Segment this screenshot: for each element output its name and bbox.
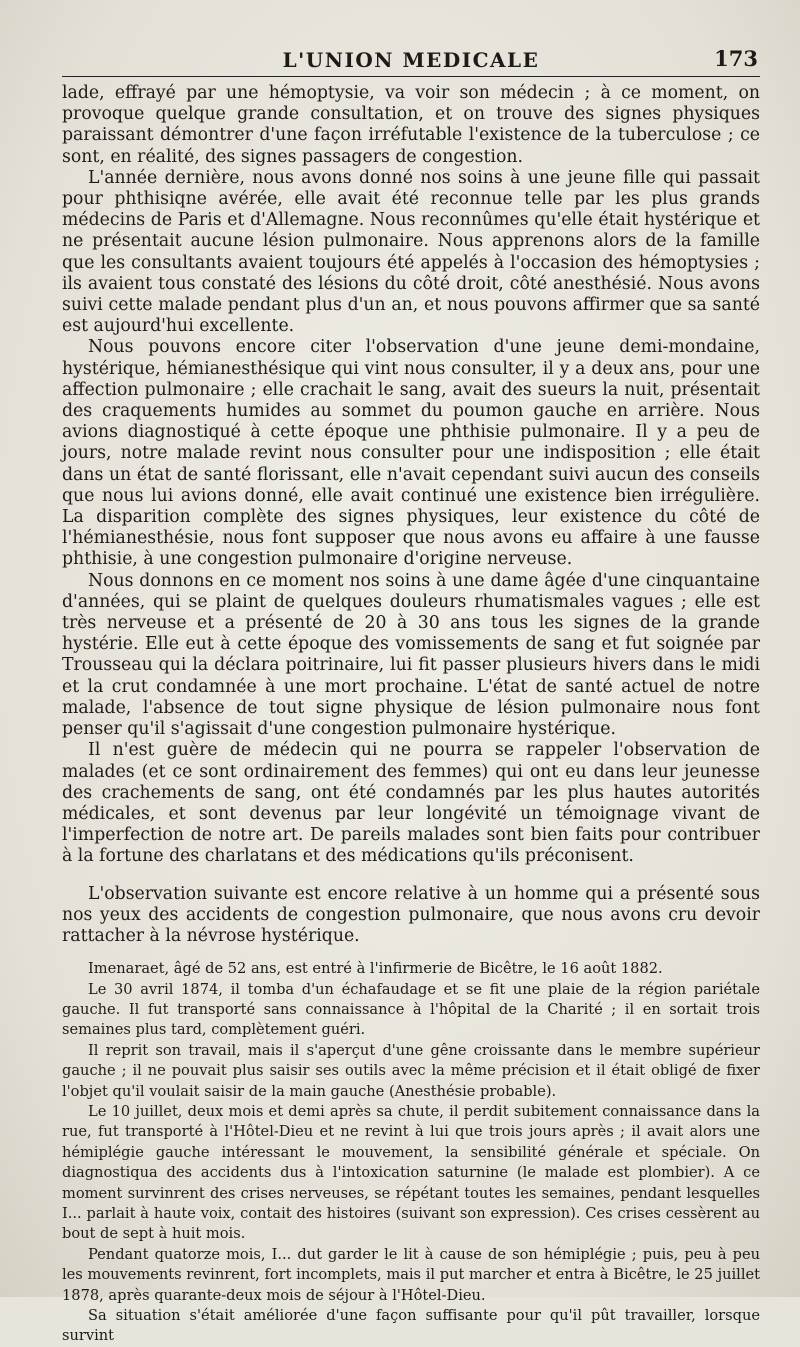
transition-paragraph: L'observation suivante est encore relative à un homme qui a présenté sous nos yeux des accidents de congestion pulmonaire, que nous avons cru devoir rattacher à la névrose hystérique. — [62, 883, 760, 946]
observation-paragraph: Imenaraet, âgé de 52 ans, est entré à l'infirmerie de Bicêtre, le 16 août 1882. — [88, 960, 663, 978]
paragraph: Nous pouvons encore citer l'observation d'une jeune demi-mondaine, hystérique, hémianesthésique qui vint nous consulter, il y a deux ans, pour une affection pulmonaire ; elle crachait le sang, avait des sueurs la nuit, présentait des craquements humides au sommet du poumon gauche en arrière. Nous avions diagnostiqué à cette époque une phthisie pulmonaire. Il y a peu de jours, notre malade revint nous consulter pour une indisposition ; elle était dans un état de santé florissant, elle n'avait cependant suivi aucun des conseils que nous lui avions donné, elle avait continué une existence bien irrégulière. La disparition complète des signes physiques, leur existence du côté de l'hémianesthésie, nous font supposer que nous avons eu affaire à une fausse phthisie, à une congestion pulmonaire d'origine nerveuse. — [62, 337, 760, 570]
paragraph: Il n'est guère de médecin qui ne pourra se rappeler l'observation de malades (et ce sont ordinairement des femmes) qui ont eu dans leur jeunesse des crachements de sang, ont été condamnés par les plus hautes autorités médicales, et sont devenus par leur longévité un témoignage vivant de l'imperfection de notre art. De pareils malades sont bien faits pour contribuer à la fortune des charlatans et des médications qu'ils préconisent. — [62, 740, 760, 867]
observation-paragraph: Sa situation s'était améliorée d'une façon suffisante pour qu'il pût travailler, lorsque survint — [62, 1307, 760, 1345]
observation-paragraph: Pendant quatorze mois, I... dut garder le lit à cause de son hémiplégie ; puis, peu à peu les mouvements revinrent, fort incomplets, mais il put marcher et entra à Bicêtre, le 25 juillet 1878, après quarante-deux mois de séjour à l'Hôtel-Dieu. — [62, 1245, 760, 1304]
page-header — [62, 42, 760, 77]
paragraph-continuation: lade, effrayé par une hémoptysie, va voir son médecin ; à ce moment, on provoque quelque grande consultation, et on trouve des signes physiques paraissant démontrer d'une façon irréfutable l'existence de la tuberculose ; ce sont, en réalité, des signes passagers de congestion. — [62, 83, 760, 167]
observation-section — [62, 959, 760, 1347]
paragraph: Nous donnons en ce moment nos soins à une dame âgée d'une cinquantaine d'années, qui se plaint de quelques douleurs rhumatismales vagues ; elle est très nerveuse et a présenté de 20 à 30 ans tous les signes de la grande hystérie. Elle eut à cette époque des vomissements de sang et fut soignée par Trousseau qui la déclara poitrinaire, lui fit passer plusieurs hivers dans le midi et la crut condamnée à une mort prochaine. L'état de santé actuel de notre malade, l'absence de tout signe physique de lésion pulmonaire nous font penser qu'il s'agissait d'une congestion pulmonaire hystérique. — [62, 570, 760, 740]
observation-paragraph: Il reprit son travail, mais il s'aperçut d'une gêne croissante dans le membre supérieur gauche ; il ne pouvait plus saisir ses outils avec la même précision et il était obligé de fixer l'objet qu'il voulait saisir de la main gauche (Anesthésie probable). — [62, 1041, 760, 1100]
observation-paragraph: Le 10 juillet, deux mois et demi après sa chute, il perdit subitement connaissance dans la rue, fut transporté à l'Hôtel-Dieu et ne revint à lui que trois jours après ; il avait alors une hémiplégie gauche intéressant le mouvement, la sensibilité générale et spéciale. On diagnostiqua des accidents dus à l'intoxication saturnine (le malade est plombier). A ce moment survinrent des crises nerveuses, se répétant toutes les semaines, pendant lesquelles I... parlait à haute voix, contait des histoires (suivant son expression). Ces crises cessèrent au bout de sept à huit mois. — [62, 1102, 760, 1243]
running-title: L'UNION MEDICALE — [282, 48, 540, 72]
observation-paragraph: Le 30 avril 1874, il tomba d'un échafaudage et se fit une plaie de la région pariétale gauche. Il fut transporté sans connaissance à l'hôpital de la Charité ; il en sortait trois semaines plus tard, complètement guéri. — [62, 980, 760, 1039]
paragraph: L'année dernière, nous avons donné nos soins à une jeune fille qui passait pour phthisiqne avérée, elle avait été reconnue telle par les plus grands médecins de Paris et d'Allemagne. Nous reconnûmes qu'elle était hystérique et ne présentait aucune lésion pulmonaire. Nous apprenons alors de la famille que les consultants avaient toujours été appelés à l'occasion des hémoptysies ; ils avaient tous constaté des lésions du côté droit, côté anesthésié. Nous avons suivi cette malade pendant plus d'un an, et nous pouvons affirmer que sa santé est aujourd'hui excellente. — [62, 167, 760, 337]
page-number: 173 — [714, 46, 758, 71]
main-text — [62, 83, 760, 947]
